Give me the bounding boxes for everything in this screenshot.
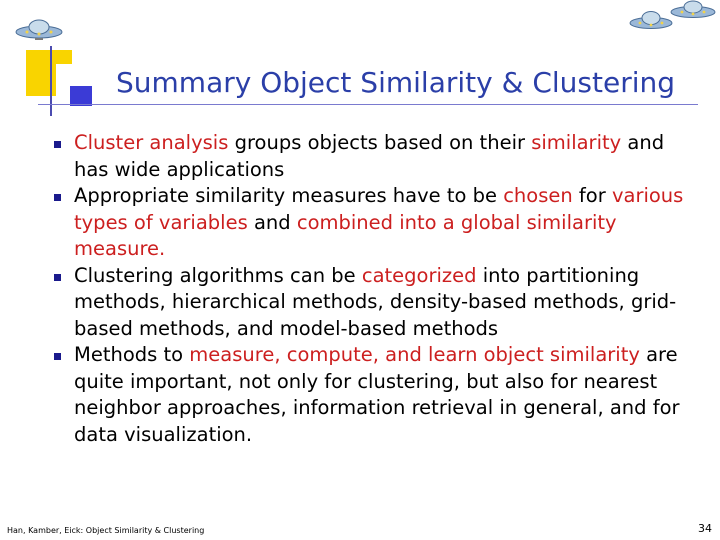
bullet-item [54, 130, 694, 183]
decor-vertical-line [50, 46, 52, 116]
bullet-text [74, 263, 694, 343]
slide-title: Summary Object Similarity & Clustering [116, 66, 676, 99]
decor-horizontal-line [38, 104, 698, 105]
highlighted-term: similarity [531, 131, 622, 154]
bullet-square-icon [54, 194, 61, 201]
bullet-text-run: and has wide applications [74, 131, 665, 181]
bullet-text-run: are quite important, not only for clustering, but also for nearest neighbor approaches, information retrieval in general, and for data visualization. [74, 343, 680, 446]
highlighted-term: chosen [503, 184, 573, 207]
bullet-square-icon [54, 274, 61, 281]
bullet-item [54, 183, 694, 263]
ufo-icon [14, 14, 64, 44]
bullet-text-run: Clustering algorithms can be [74, 263, 362, 287]
bullet-text-run: and [247, 210, 297, 234]
bullet-square-icon [54, 353, 61, 360]
bullet-text [74, 342, 694, 448]
footer-text: Han, Kamber, Eick: Object Similarity & Clustering [7, 526, 205, 535]
bullet-text [74, 130, 694, 183]
decor-yellow-block-small [56, 50, 72, 64]
bullet-text-run: Methods to [74, 343, 190, 366]
highlighted-term: categorized [361, 263, 477, 287]
bullet-text-run: groups objects based on their [228, 131, 532, 154]
bullet-text [74, 183, 694, 263]
ufo-icon [668, 0, 718, 22]
bullet-item [54, 263, 694, 343]
bullet-text-run: into partitioning methods, hierarchical methods, density-based methods, grid-based methods, and model-based methods [74, 263, 677, 340]
highlighted-term: various types of variables [74, 184, 684, 234]
highlighted-term: combined into a global similarity measure. [74, 210, 617, 260]
page-number: 34 [698, 522, 712, 535]
bullet-text-run: for [572, 184, 612, 207]
bullet-text-run: Appropriate similarity measures have to be [74, 184, 504, 207]
decor-blue-block [70, 86, 92, 106]
bullet-square-icon [54, 141, 61, 148]
bullet-item [54, 342, 694, 448]
bullet-list [54, 130, 694, 448]
highlighted-term: Cluster analysis [74, 131, 229, 154]
highlighted-term: measure, compute, and learn object similarity [189, 343, 640, 366]
